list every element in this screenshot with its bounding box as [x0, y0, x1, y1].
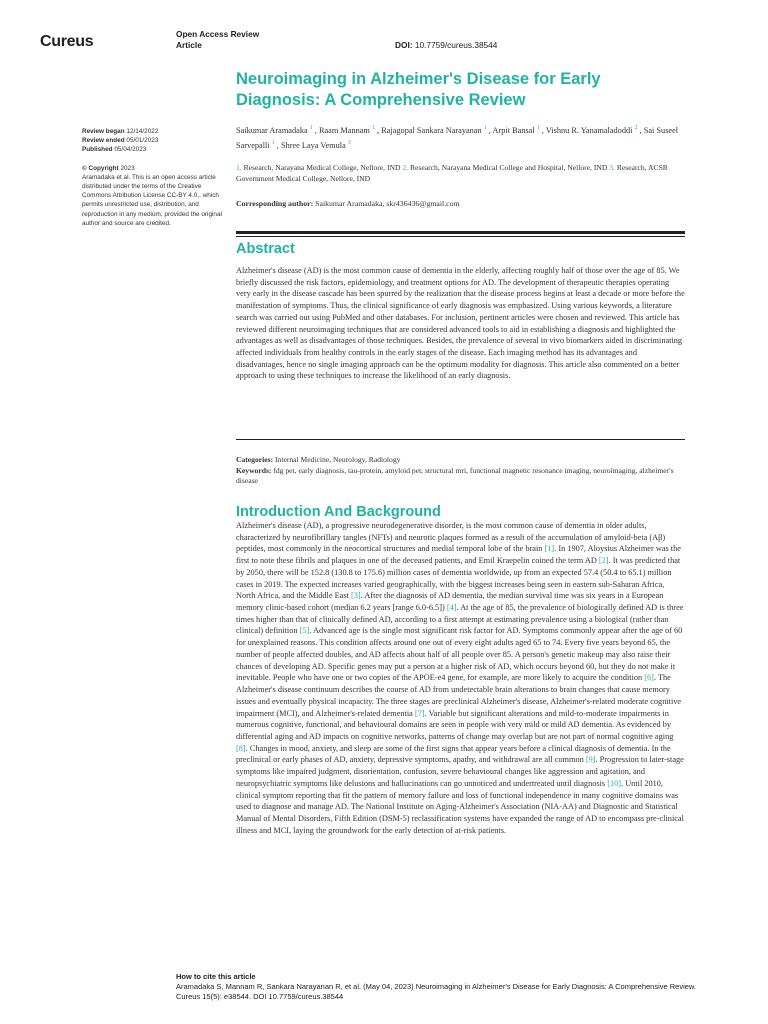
divider-thick [236, 231, 685, 234]
header-doi [395, 40, 497, 50]
categories-value: Internal Medicine, Neurology, Radiology [275, 455, 401, 464]
citation-footer [176, 972, 696, 1002]
intro-text [236, 520, 685, 836]
author-name[interactable]: Shree Laya Vemula [280, 141, 348, 151]
intro-text-segment: . The Alzheimer's disease continuum describes the course of AD from undetectable brain alterations to brain changes that cause memory issues and eventually physical incapacity. The three stages are preclinical Alzheimer's disease, Alzheimer's-related moderate cognitive impairment (MCI), and Alzheimer's-related dementia [236, 673, 682, 718]
intro-text-segment: Alzheimer's disease (AD), a progressive neurodegenerative disorder, is the most common cause of dementia in older adults, characterized by neurofibrillary tangles (NFTs) and neurotic plaques formed as a result of the accumulation of amyloid-beta (Aβ) peptides, most commonly in the neocortical structures and medial temporal lobe of the brain [236, 521, 666, 554]
author-name[interactable]: Arpit Bansal [492, 125, 537, 135]
author-affiliation-mark: 1 [536, 125, 540, 131]
corresponding-label: Corresponding author: [236, 199, 314, 208]
affiliation-text: Research, ACSR Government Medical College, Nellore, IND [236, 163, 668, 183]
citation-link[interactable]: [5] [299, 626, 310, 636]
citation-link[interactable]: [7] [414, 708, 425, 718]
author-affiliation-mark: 3 [347, 140, 351, 147]
intro-text-segment: . At the age of 85, the prevalence of biologically defined AD is three times higher than that of clinically defined AD, according to a first attempt at estimating prevalence using a biological (rather than clinical) definition [236, 603, 684, 636]
author-affiliation-mark: 1 [309, 125, 313, 131]
citation-link[interactable]: [1] [544, 544, 555, 554]
author-name[interactable]: Raam Mannam [318, 125, 372, 135]
intro-text-segment: . Advanced age is the single most significant risk factor for AD. Symptoms commonly appear after the age of 60 for unexplained reasons. This condition affects around one out of every eight adults aged 65 to 74. Every five years beyond 65, the number of people affected doubles, and AD affects about half of all people over 85. A person's genetic makeup may also raise their chances of developing AD. Specific genes may put a person at a higher risk of AD, which occurs beyond 60, but they do not make it inevitable. People who have one or two copies of the APOE-e4 gene, for example, are more likely to acquire the condition [236, 626, 683, 683]
citation-link[interactable]: [10] [607, 778, 622, 788]
citation-link[interactable]: [3] [350, 591, 361, 601]
article-title: Neuroimaging in Alzheimer's Disease for Early Diagnosis: A Comprehensive Review [236, 70, 601, 109]
doi-value[interactable]: 10.7759/cureus.38544 [414, 40, 498, 50]
author-affiliation-mark: 1 [271, 140, 275, 147]
divider-thin [236, 236, 685, 237]
affiliation-list [236, 162, 691, 184]
abstract-heading: Abstract [236, 241, 295, 257]
cite-heading: How to cite this article [176, 972, 256, 981]
affiliation-number: 3. [609, 163, 617, 172]
citation-link[interactable]: [9] [585, 755, 596, 765]
review-ended-label: Review ended [82, 137, 125, 145]
categories-label: Categories: [236, 455, 274, 464]
author-name[interactable]: Sai Suseel Sarvepalli [236, 125, 679, 151]
categories-line [236, 455, 685, 466]
author-affiliation-mark: 1 [371, 125, 375, 131]
affiliation-number: 2. [402, 163, 410, 172]
sidebar-dates [82, 127, 222, 228]
review-began-date: 12/14/2022 [126, 128, 159, 135]
abstract-divider [236, 439, 685, 440]
published-label: Published [82, 146, 113, 154]
intro-text-segment: . Changes in mood, anxiety, and sleep are some of the first signs that appear years before a clinical diagnosis of dementia. In the preclinical or early phases of AD, anxiety, depressive symptoms, apathy, and withdrawal are all common [236, 743, 671, 765]
article-type-line2: Article [176, 40, 202, 50]
author-name[interactable]: Rajagopal Sankara Narayanan [381, 125, 484, 135]
intro-text-segment: . Until 2010, clinical symptom reporting that fit the pattern of memory failure and loss of functional independence in many cognitive domains was used to diagnose and manage AD. The National Institute on Aging-Alzheimer's Association (NIA-AA) and Diagnostic and Statistical Manual of Mental Disorders, Fifth Edition (DSM-5) reclassification systems have expanded the range of AD to encompass pre-clinical illness and MCI, laying the groundwork for the early detection of at-risk patients. [236, 778, 684, 835]
copyright-label: © Copyright [82, 164, 119, 172]
intro-heading: Introduction And Background [236, 504, 441, 520]
citation-link[interactable]: [8] [236, 743, 246, 753]
corresponding-author [236, 199, 460, 208]
cite-text: Aramadaka S, Mannam R, Sankara Narayanan R, et al. (May 04, 2023) Neuroimaging in Alzheimer's Disease for Early Diagnosis: A Comprehensive Review. Cureus 15(5): e38544. DOI 10.7759/cureus.38544 [176, 982, 697, 1001]
license-text: Aramadaka et al. This is an open access article distributed under the terms of the Creative Commons Attribution License CC-BY 4.0., which permits unrestricted use, distribution, and reproduction in any medium, provided the original author and source are credited. [82, 173, 222, 227]
author-name[interactable]: Vishnu R. Yanamaladoddi [545, 125, 635, 135]
citation-link[interactable]: [4] [446, 603, 457, 613]
copyright-year: 2023 [120, 164, 135, 172]
affiliation-text: Research, Narayana Medical College and Hospital, Nellore, IND [409, 163, 610, 172]
citation-link[interactable]: [2] [598, 556, 609, 566]
affiliation-text: Research, Narayana Medical College, Nellore, IND [243, 163, 403, 172]
corresponding-value[interactable]: Saikumar Aramadaka, skr436436@gmail.com [315, 199, 460, 208]
keywords-value: fdg pet, early diagnosis, tau-protein, amyloid pet, structural mri, functional magnetic resonance imaging, neuroimaging, alzheimer's disease [236, 465, 674, 485]
intro-text-segment: . After the diagnosis of AD dementia, the median survival time was six years in a European memory clinic-based cohort (median 6.2 years [range 6.0-6.5]) [236, 591, 664, 613]
intro-text-segment: . In 1907, Aloysius Alzheimer was the first to note these fibrils and plaques in one of the deceased patients, and Emil Kraepelin coined the term AD [236, 544, 681, 566]
intro-text-segment: . Variable but significant alterations and mild-to-moderate impairments in numerous cognitive, functional, and behavioural domains are seen in people with very mild or mild AD dementia. As evidenced by differential aging and AD impacts on cognitive networks, patterns of change may overlap but are not part of normal cognitive aging [236, 708, 674, 741]
citation-link[interactable]: [6] [644, 673, 654, 683]
published-date: 05/04/2023 [114, 146, 147, 154]
author-affiliation-mark: 2 [634, 125, 638, 131]
article-meta [236, 455, 685, 487]
intro-text-segment: . It was predicted that by 2050, there will be 152.8 (130.8 to 175.6) million cases of dementia worldwide, up from an expected 57.4 (50.4 to 65.1) million cases in 2019. The expected increases varied geographically, with the biggest increases being seen in eastern sub-Saharan Africa, North Africa, and the Middle East [236, 556, 681, 601]
keywords-line [236, 466, 685, 487]
keywords-label: Keywords: [236, 465, 272, 475]
review-ended-date: 05/01/2023 [126, 137, 159, 145]
abstract-text: Alzheimer's disease (AD) is the most common cause of dementia in the elderly, affecting roughly half of those over the age of 85. We briefly discussed the risk factors, epidemiology, and treatment options for AD. The development of therapeutic therapies operating very early in the disease cascade has been spurred by the realization that the disease process begins at least a decade or more before the manifestation of symptoms. Thus, the clinical significance of early diagnosis was emphasized. Using various keywords, a literature search was carried out using PubMed and other databases. For inclusion, pertinent articles were chosen and reviewed. This article has reviewed different neuroimaging techniques that are considered advanced tools to aid in establishing a diagnosis and highlighted the advantages as well as disadvantages of those techniques. Besides, the prevalence of several in vivo biomarkers aided in discriminating affected individuals from healthy controls in the early stages of the disease. Each imaging method has its advantages and disadvantages, hence no single imaging approach can be the optimum modality for diagnosis. This article also commented on a better approach to using these techniques to increase the likelihood of an early diagnosis. [236, 266, 685, 381]
article-type [176, 29, 259, 51]
author-list: Saikumar Aramadaka $^1$ , Raam Mannam $^1$ , Rajagopal Sankara Narayanan $^1$ , Arpit Bansal $^1$ , Vishnu R. Yanamaladoddi $^2$ , Sai Suseel Sarvepalli $^1$ , Shree Laya Vemula $^3$ [236, 125, 679, 151]
affiliation-number: 1. [236, 163, 244, 172]
author-affiliation-mark: 1 [483, 125, 487, 131]
article-type-line1: Open Access Review [176, 29, 260, 39]
journal-logo: Cureus [40, 33, 94, 50]
review-began-label: Review began [82, 128, 125, 135]
intro-text-segment: . Progression to later-stage symptoms like impaired judgment, disorientation, confusion, severe behavioural changes like aggression and agitation, and neuropsychiatric symptoms like delusions and hallucinations can go unnoticed and undertreated until diagnosis [236, 755, 684, 788]
author-name[interactable]: Saikumar Aramadaka [236, 125, 310, 135]
doi-label: DOI: [395, 40, 413, 50]
